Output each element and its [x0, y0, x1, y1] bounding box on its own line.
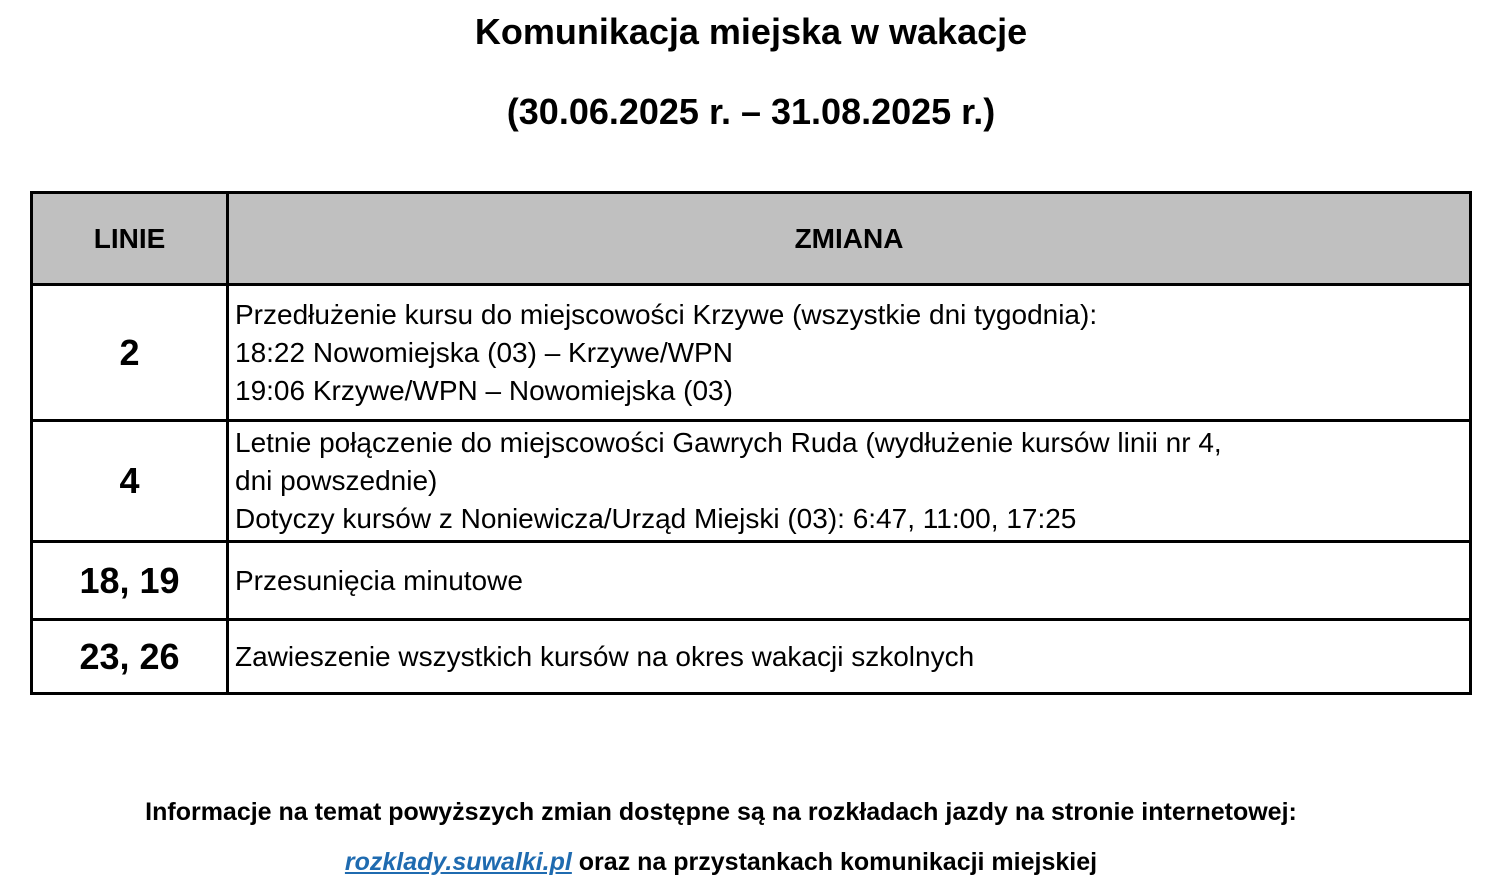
change-text-line: 19:06 Krzywe/WPN – Nowomiejska (03) — [235, 374, 733, 406]
lines-cell: 23, 26 — [32, 620, 228, 694]
schedule-changes-table — [30, 191, 1472, 695]
page-title: Komunikacja miejska w wakacje — [474, 11, 1028, 52]
change-cell — [228, 620, 1471, 694]
change-text-line: Zawieszenie wszystkich kursów na okres wakacji szkolnych — [235, 640, 975, 672]
table-row — [32, 542, 1471, 620]
change-text-line: Letnie połączenie do miejscowości Gawrych Ruda (wydłużenie kursów linii nr 4, — [235, 427, 1222, 458]
table-row — [32, 285, 1471, 421]
lines-cell: 4 — [32, 421, 228, 542]
change-text-line: Dotyczy kursów z Noniewicza/Urząd Miejski (03): 6:47, 11:00, 17:25 — [235, 503, 1077, 534]
lines-cell: 2 — [32, 285, 228, 421]
change-text-line: 18:22 Nowomiejska (03) – Krzywe/WPN — [235, 336, 733, 368]
table-header-row — [32, 193, 1471, 285]
period-subtitle: (30.06.2025 r. – 31.08.2025 r.) — [506, 91, 996, 132]
lines-cell: 18, 19 — [32, 542, 228, 620]
change-text-line: Przedłużenie kursu do miejscowości Krzywe (wszystkie dni tygodnia): — [235, 298, 1098, 330]
change-text-line: Przesunięcia minutowe — [235, 564, 523, 596]
header-lines: LINIE — [32, 193, 228, 285]
timetable-website-link[interactable]: rozklady.suwalki.pl — [344, 848, 572, 876]
change-cell — [228, 285, 1471, 421]
table-row — [32, 620, 1471, 694]
change-text-line: dni powszednie) — [235, 465, 438, 496]
change-cell — [228, 421, 1471, 542]
header-change: ZMIANA — [228, 193, 1471, 285]
footer-info-text: Informacje na temat powyższych zmian dostępne są na rozkładach jazdy na stronie internetowej: — [145, 798, 1297, 826]
change-cell — [228, 542, 1471, 620]
footer-link-suffix: oraz na przystankach komunikacji miejskiej — [571, 848, 1098, 876]
footer-link-line — [0, 846, 1442, 878]
table-row — [32, 421, 1471, 542]
